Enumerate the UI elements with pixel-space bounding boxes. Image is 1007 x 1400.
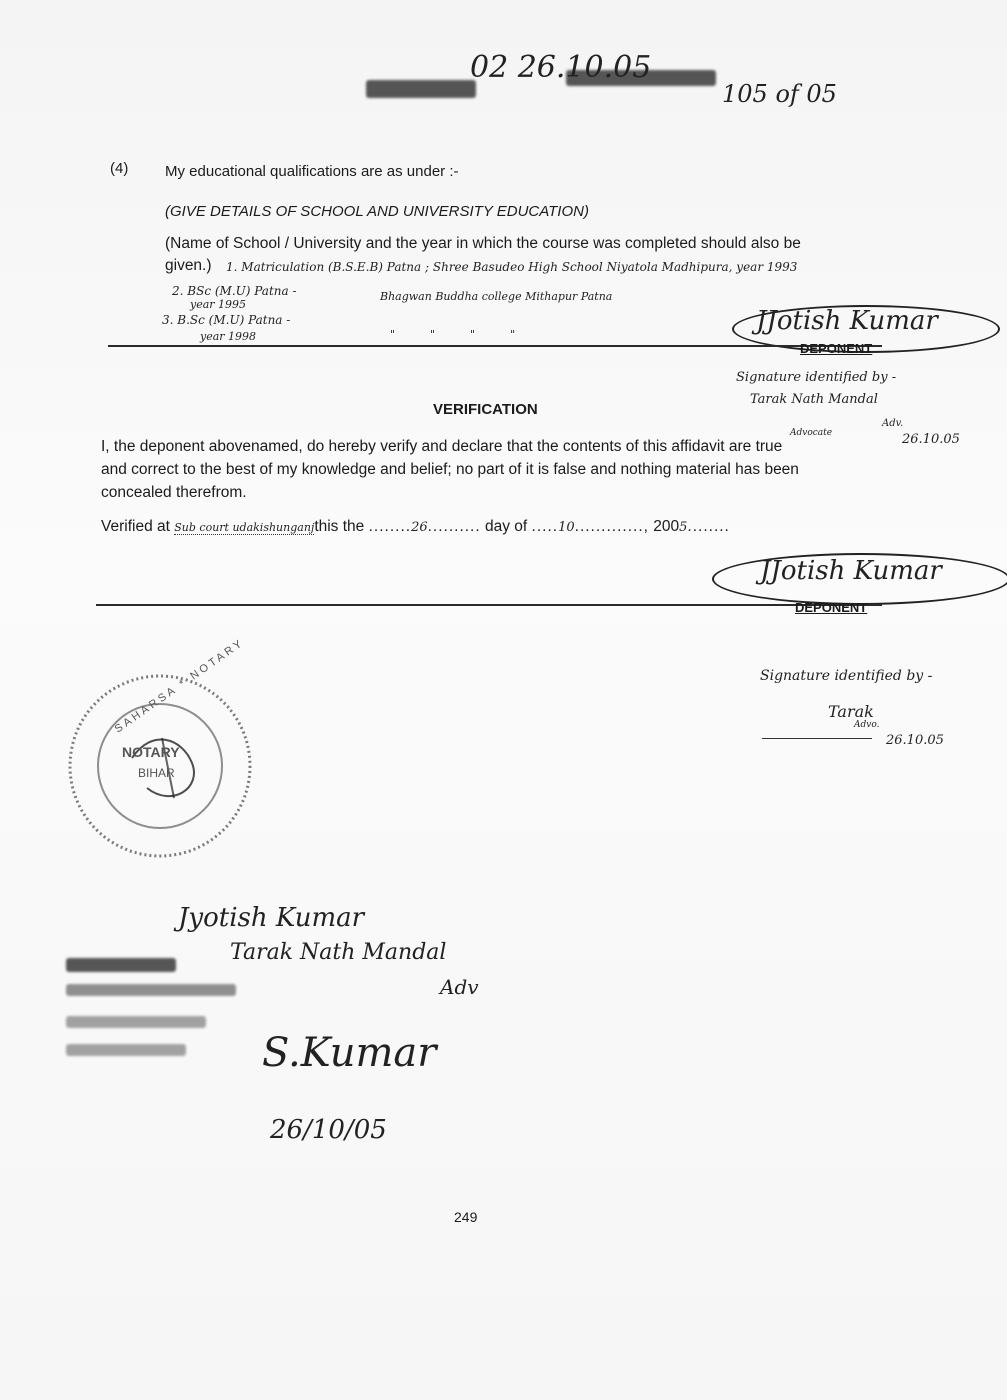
qualification-item: 3. B.Sc (M.U) Patna - xyxy=(162,313,291,327)
stamp-center-text: BIHAR xyxy=(138,766,175,780)
identifier-title: Advocate xyxy=(790,428,833,438)
handwritten-name: Tarak Nath Mandal xyxy=(230,940,447,965)
redacted-mark xyxy=(66,1044,186,1056)
divider-line xyxy=(108,345,882,347)
identifier-name: Tarak Nath Mandal xyxy=(750,392,878,407)
qualification-year: year 1995 xyxy=(190,298,247,311)
qualification-item: 1. Matriculation (B.S.E.B) Patna ; Shree Basudeo High School Niyatola Madhipura, year 1993 xyxy=(226,260,798,274)
verified-at-line: Verified at Sub court udakishunganjthis the ........26.......... day of .....10............., 2005........ xyxy=(101,518,730,535)
redacted-mark xyxy=(366,80,476,98)
handwritten-signature: S.Kumar xyxy=(262,1030,437,1076)
underline xyxy=(762,738,872,739)
page-number: 249 xyxy=(454,1209,478,1225)
handwritten-date: 26/10/05 xyxy=(270,1115,387,1145)
stamp-ring-text: SAHARSA * NOTARY xyxy=(112,636,247,736)
identifier-date: 26.10.05 xyxy=(886,733,944,748)
identifier-abbr: Adv. xyxy=(882,418,904,429)
header-reference-suffix: 105 of 05 xyxy=(722,80,837,108)
redacted-mark xyxy=(66,984,236,996)
divider-line xyxy=(96,604,882,606)
verification-title: VERIFICATION xyxy=(433,401,538,418)
redacted-mark xyxy=(66,958,176,972)
deponent-label: DEPONENT xyxy=(800,341,873,356)
deponent-label: DEPONENT xyxy=(795,600,868,615)
verified-place: Sub court udakishunganj xyxy=(174,521,315,534)
deponent-signature: JJotish Kumar xyxy=(756,306,938,336)
identifier-date: 26.10.05 xyxy=(902,432,960,447)
redacted-mark xyxy=(66,1016,206,1028)
verification-text: I, the deponent abovenamed, do hereby verify and declare that the contents of this affidavit are true xyxy=(101,438,783,455)
identifier-note: Signature identified by - xyxy=(760,668,933,684)
deponent-signature: JJotish Kumar xyxy=(760,556,942,586)
verification-text: concealed therefrom. xyxy=(101,484,247,501)
verified-year: 5 xyxy=(679,520,688,535)
handwritten-name: Jyotish Kumar xyxy=(178,903,365,933)
verified-month: 10 xyxy=(558,520,575,535)
section-number: (4) xyxy=(110,160,129,177)
verification-text: and correct to the best of my knowledge and belief; no part of it is false and nothing material has been xyxy=(101,461,799,478)
identifier-note: Signature identified by - xyxy=(736,370,897,385)
stamp-center-text: NOTARY xyxy=(122,744,180,760)
verified-day: 26 xyxy=(411,520,428,535)
identifier-initials: Tarak xyxy=(828,702,874,721)
qualification-year: year 1998 xyxy=(200,330,257,343)
instruction-line: given.) xyxy=(165,257,212,274)
section-subheading: (GIVE DETAILS OF SCHOOL AND UNIVERSITY EDUCATION) xyxy=(165,203,589,220)
identifier-title: Advo. xyxy=(854,720,880,730)
section-heading: My educational qualifications are as under :- xyxy=(165,163,459,180)
qualification-ditto: " " " " xyxy=(390,328,516,341)
qualification-item: 2. BSc (M.U) Patna - xyxy=(172,284,297,298)
header-reference: 02 26.10.05 xyxy=(470,50,652,85)
notary-stamp xyxy=(62,636,258,864)
instruction-line: (Name of School / University and the year in which the course was completed should also be xyxy=(165,235,801,252)
qualification-college: Bhagwan Buddha college Mithapur Patna xyxy=(380,290,613,303)
handwritten-abbr: Adv xyxy=(440,975,479,999)
